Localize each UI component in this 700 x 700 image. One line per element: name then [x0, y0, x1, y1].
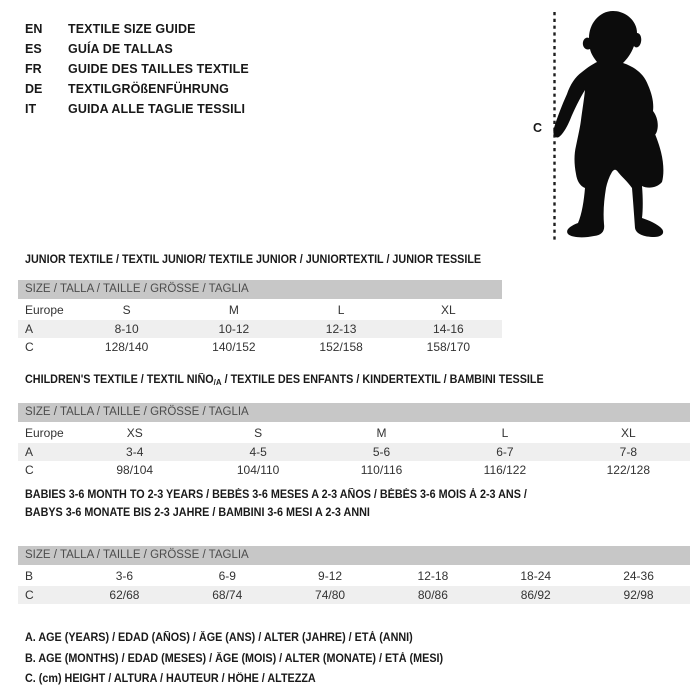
baby-silhouette — [553, 11, 663, 237]
size-cell: 12-13 — [325, 321, 357, 336]
size-header-bar: SIZE / TALLA / TAILLE / GRÖSSE / TAGLIA — [18, 546, 690, 565]
section-title-children — [25, 373, 544, 386]
table-row-age — [18, 320, 502, 339]
table-row-age — [18, 443, 690, 462]
table-row-months — [18, 567, 690, 586]
row-label: Europe — [25, 426, 64, 440]
size-cell: 104/110 — [236, 463, 280, 477]
baby-silhouette-icon — [530, 0, 698, 246]
table-row-europe — [18, 301, 502, 320]
language-title: GUIDA ALLE TAGLIE TESSILI — [68, 102, 246, 116]
size-cell: L — [501, 426, 509, 440]
title-text: CHILDREN'S TEXTILE / TEXTIL NIÑO — [25, 373, 214, 386]
row-label: Europe — [25, 303, 64, 317]
size-cell: 12-18 — [417, 569, 449, 583]
size-cell: S — [254, 426, 263, 440]
size-cell: L — [337, 303, 345, 317]
size-cell: 74/80 — [315, 587, 346, 602]
size-cell: 80/86 — [417, 587, 448, 602]
size-cell: 128/140 — [104, 340, 149, 354]
size-cell: 140/152 — [212, 340, 256, 354]
language-title: TEXTILE SIZE GUIDE — [68, 22, 196, 36]
height-measure-label: C — [533, 121, 543, 135]
language-row — [25, 19, 249, 39]
size-cell: 3-6 — [115, 569, 134, 583]
size-cell: XS — [126, 426, 143, 440]
height-measure-figure — [530, 0, 698, 246]
language-row — [25, 99, 249, 119]
title-text: / TEXTILE DES ENFANTS / KINDERTEXTIL / BAMBINI TESSILE — [221, 373, 544, 386]
size-cell: 5-6 — [372, 444, 391, 459]
table-row-height — [18, 586, 690, 605]
size-cell: 10-12 — [218, 321, 250, 336]
size-cell: 8-10 — [114, 321, 139, 336]
size-table-babies — [18, 546, 690, 604]
size-header-bar: SIZE / TALLA / TAILLE / GRÖSSE / TAGLIA — [18, 403, 690, 422]
language-title: GUIDE DES TAILLES TEXTILE — [68, 62, 249, 76]
size-cell: 6-7 — [496, 444, 514, 459]
footnote-height: C. (cm) HEIGHT / ALTURA / HAUTEUR / HÖHE / ALTEZZA — [25, 672, 316, 685]
size-cell: 86/92 — [520, 587, 551, 602]
row-label: A — [25, 444, 34, 459]
table-row-height — [18, 338, 502, 357]
footnote-age-months: B. AGE (MONTHS) / EDAD (MESES) / ÂGE (MOIS) / ALTER (MONATE) / ETÀ (MESI) — [25, 651, 444, 665]
size-cell: 18-24 — [520, 569, 552, 583]
size-cell: 9-12 — [318, 569, 343, 583]
size-cell: 122/128 — [606, 463, 651, 477]
size-cell: 3-4 — [126, 444, 144, 459]
language-code: FR — [25, 62, 42, 76]
language-code: IT — [25, 102, 37, 116]
size-cell: 158/170 — [426, 340, 471, 354]
language-title: TEXTILGRÖßENFÜHRUNG — [68, 82, 229, 96]
title-subscript: /A — [213, 377, 222, 387]
size-header-bar: SIZE / TALLA / TAILLE / GRÖSSE / TAGLIA — [18, 280, 502, 299]
size-table-children — [18, 403, 690, 480]
size-cell: 68/74 — [212, 587, 243, 602]
table-row-height — [18, 461, 690, 480]
size-cell: 152/158 — [319, 340, 363, 354]
language-row — [25, 59, 249, 79]
size-cell: M — [228, 303, 239, 317]
language-row — [25, 39, 249, 59]
row-label: C — [25, 587, 34, 602]
size-cell: 6-9 — [218, 569, 236, 583]
size-cell: 92/98 — [623, 587, 654, 602]
language-code: ES — [25, 42, 42, 56]
size-cell: XL — [620, 426, 636, 440]
language-row — [25, 79, 249, 99]
section-title-junior: JUNIOR TEXTILE / TEXTIL JUNIOR/ TEXTILE JUNIOR / JUNIORTEXTIL / JUNIOR TESSILE — [25, 253, 482, 266]
size-cell: 14-16 — [433, 321, 464, 336]
size-cell: 116/122 — [483, 463, 527, 477]
table-row-europe — [18, 424, 690, 443]
language-code: EN — [25, 22, 43, 36]
title-line: BABIES 3-6 MONTH TO 2-3 YEARS / BEBÉS 3-6 MESES A 2-3 AÑOS / BÉBÉS 3-6 MOIS À 2-3 ANS / — [25, 488, 527, 501]
language-code: DE — [25, 82, 43, 96]
size-cell: XL — [441, 303, 456, 317]
size-cell: 7-8 — [619, 444, 637, 459]
size-cell: M — [376, 426, 387, 440]
language-title: GUÍA DE TALLAS — [68, 42, 173, 56]
size-cell: 62/68 — [109, 587, 140, 602]
title-line: BABYS 3-6 MONATE BIS 2-3 JAHRE / BAMBINI 3-6 MESI A 2-3 ANNI — [25, 506, 370, 519]
row-label: C — [25, 340, 34, 354]
size-cell: 4-5 — [249, 444, 267, 459]
language-title-list — [25, 19, 249, 119]
section-title-babies — [25, 486, 527, 522]
size-cell: 24-36 — [623, 569, 654, 583]
row-label: B — [25, 569, 34, 583]
row-label: A — [25, 321, 34, 336]
size-cell: 110/116 — [360, 463, 403, 477]
footnote-age-years: A. AGE (YEARS) / EDAD (AÑOS) / ÂGE (ANS) / ALTER (JAHRE) / ETÀ (ANNI) — [25, 631, 413, 644]
size-cell: 98/104 — [116, 463, 154, 477]
row-label: C — [25, 463, 34, 477]
size-table-junior — [18, 280, 502, 357]
footnotes — [25, 628, 475, 690]
size-cell: S — [122, 303, 131, 317]
